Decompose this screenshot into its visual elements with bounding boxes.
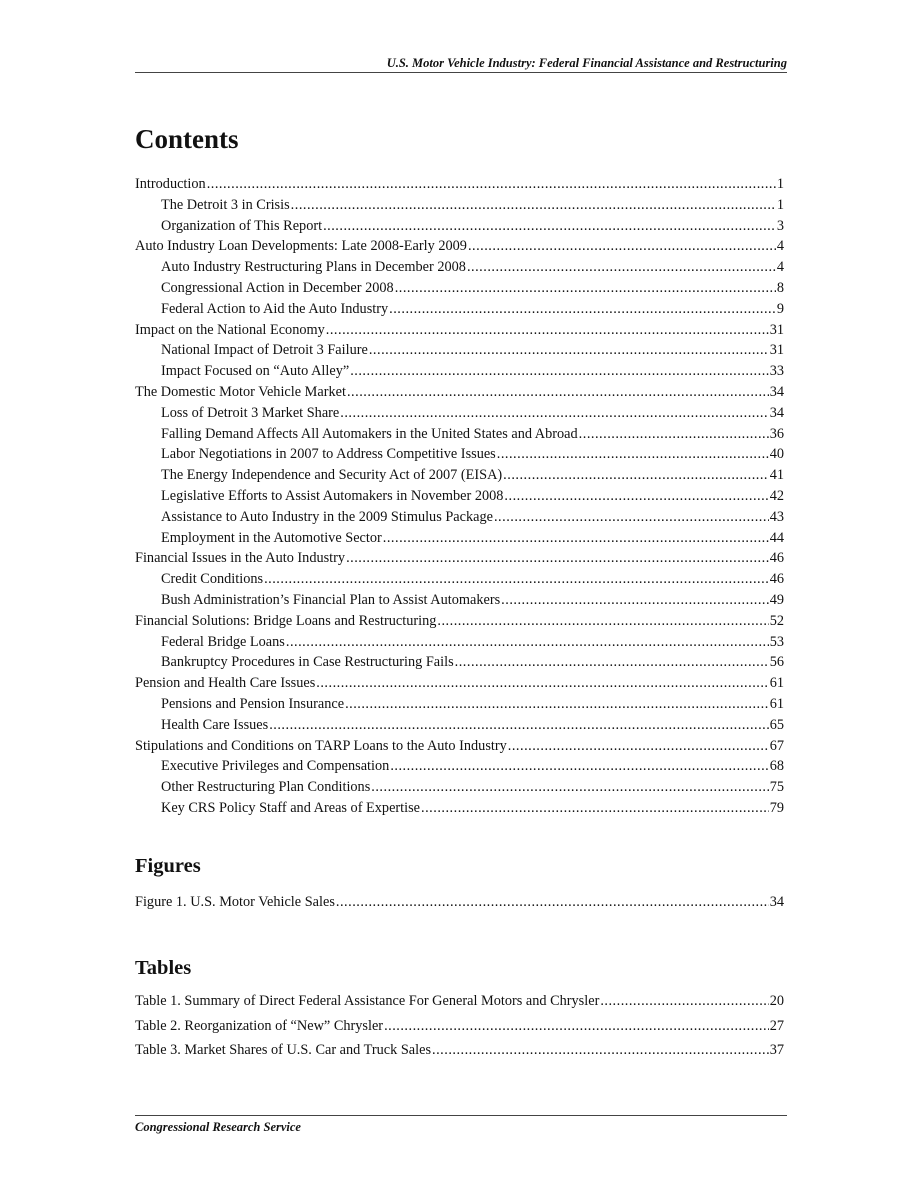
toc-entry-page-number: 31 <box>769 321 784 338</box>
toc-entry-page-number: 1 <box>776 196 784 213</box>
dot-leader <box>494 509 769 526</box>
dot-leader <box>390 758 768 775</box>
header-divider <box>135 72 787 73</box>
dot-leader <box>384 1018 769 1035</box>
toc-entry-title: Table 3. Market Shares of U.S. Car and Truck Sales <box>135 1042 432 1058</box>
tables-heading: Tables <box>135 957 192 979</box>
toc-entry[interactable] <box>135 259 784 280</box>
footer-divider <box>135 1115 787 1116</box>
toc-entry[interactable] <box>135 717 784 738</box>
toc-entry-title: Auto Industry Loan Developments: Late 2008-Early 2009 <box>135 238 467 255</box>
toc-entry-title: Legislative Efforts to Assist Automakers in November 2008 <box>161 487 504 504</box>
dot-leader <box>316 675 768 692</box>
dot-leader <box>264 571 769 588</box>
toc-entry[interactable] <box>135 446 784 467</box>
toc-entry[interactable] <box>135 894 784 915</box>
toc-entry-title: Assistance to Auto Industry in the 2009 Stimulus Package <box>161 508 493 525</box>
dot-leader <box>389 301 776 318</box>
toc-entry-title: Credit Conditions <box>161 571 264 588</box>
toc-entry-page-number: 56 <box>769 654 784 671</box>
dot-leader <box>501 592 769 609</box>
toc-entry[interactable] <box>135 654 784 675</box>
dot-leader <box>323 218 776 235</box>
contents-list <box>135 176 784 821</box>
figures-list <box>135 894 784 915</box>
toc-entry-title: Figure 1. U.S. Motor Vehicle Sales <box>135 894 335 910</box>
toc-entry-page-number: 4 <box>776 238 784 255</box>
toc-entry-page-number: 44 <box>769 529 784 546</box>
toc-entry-page-number: 52 <box>769 612 784 629</box>
toc-entry[interactable] <box>135 1042 784 1067</box>
toc-entry-title: The Energy Independence and Security Act of 2007 (EISA) <box>161 467 503 484</box>
toc-entry-page-number: 8 <box>776 279 784 296</box>
dot-leader <box>467 259 776 276</box>
toc-entry[interactable] <box>135 176 784 197</box>
toc-entry-title: Federal Bridge Loans <box>161 633 285 650</box>
dot-leader <box>421 800 769 817</box>
dot-leader <box>291 197 776 214</box>
dot-leader <box>437 613 768 630</box>
toc-entry[interactable] <box>135 342 784 363</box>
figures-heading: Figures <box>135 855 201 877</box>
dot-leader <box>345 696 769 713</box>
toc-entry-title: Bankruptcy Procedures in Case Restructuring Fails <box>161 654 454 671</box>
toc-entry-title: Bush Administration’s Financial Plan to Assist Automakers <box>161 591 501 608</box>
dot-leader <box>455 654 769 671</box>
toc-entry[interactable] <box>135 488 784 509</box>
toc-entry[interactable] <box>135 530 784 551</box>
toc-entry-page-number: 67 <box>769 737 784 754</box>
toc-entry-title: The Detroit 3 in Crisis <box>161 196 290 213</box>
dot-leader <box>346 550 769 567</box>
toc-entry-title: Falling Demand Affects All Automakers in the United States and Abroad <box>161 425 578 442</box>
tables-list <box>135 993 784 1067</box>
toc-entry[interactable] <box>135 634 784 655</box>
toc-entry-title: Stipulations and Conditions on TARP Loans to the Auto Industry <box>135 737 507 754</box>
toc-entry-page-number: 3 <box>776 217 784 234</box>
toc-entry-title: The Domestic Motor Vehicle Market <box>135 383 346 400</box>
toc-entry-title: Key CRS Policy Staff and Areas of Expertise <box>161 799 421 816</box>
toc-entry[interactable] <box>135 322 784 343</box>
toc-entry-page-number: 79 <box>769 799 784 816</box>
toc-entry-title: Executive Privileges and Compensation <box>161 758 390 775</box>
toc-entry-page-number: 65 <box>769 716 784 733</box>
dot-leader <box>207 176 776 193</box>
contents-heading: Contents <box>135 124 239 154</box>
dot-leader <box>347 384 769 401</box>
toc-entry-page-number: 36 <box>769 425 784 442</box>
toc-entry-title: Congressional Action in December 2008 <box>161 279 394 296</box>
toc-entry-page-number: 31 <box>769 342 784 359</box>
dot-leader <box>371 779 768 796</box>
dot-leader <box>326 322 769 339</box>
toc-entry[interactable] <box>135 779 784 800</box>
toc-entry[interactable] <box>135 800 784 821</box>
toc-entry-page-number: 9 <box>776 300 784 317</box>
toc-entry-title: National Impact of Detroit 3 Failure <box>161 342 368 359</box>
toc-entry-title: Impact Focused on “Auto Alley” <box>161 363 350 380</box>
toc-entry[interactable] <box>135 993 784 1018</box>
toc-entry[interactable] <box>135 1018 784 1043</box>
toc-entry-page-number: 46 <box>769 550 784 567</box>
toc-entry[interactable] <box>135 197 784 218</box>
dot-leader <box>579 426 769 443</box>
toc-entry-title: Introduction <box>135 176 206 192</box>
toc-entry-title: Impact on the National Economy <box>135 321 325 338</box>
toc-entry-title: Organization of This Report <box>161 217 323 234</box>
toc-entry-title: Table 2. Reorganization of “New” Chrysler <box>135 1017 384 1034</box>
toc-entry[interactable] <box>135 550 784 571</box>
toc-entry-page-number: 37 <box>769 1042 784 1058</box>
dot-leader <box>504 488 768 505</box>
toc-entry-title: Federal Action to Aid the Auto Industry <box>161 300 389 317</box>
toc-entry-page-number: 46 <box>769 571 784 588</box>
dot-leader <box>468 238 776 255</box>
toc-entry[interactable] <box>135 384 784 405</box>
dot-leader <box>269 717 769 734</box>
dot-leader <box>286 634 769 651</box>
toc-entry-page-number: 4 <box>776 259 784 276</box>
dot-leader <box>508 738 769 755</box>
toc-entry-title: Labor Negotiations in 2007 to Address Competitive Issues <box>161 446 496 463</box>
dot-leader <box>503 467 769 484</box>
toc-entry-title: Employment in the Automotive Sector <box>161 529 382 546</box>
toc-entry-title: Health Care Issues <box>161 716 269 733</box>
toc-entry-page-number: 1 <box>776 176 784 192</box>
dot-leader <box>383 530 769 547</box>
toc-entry-title: Pensions and Pension Insurance <box>161 695 345 712</box>
toc-entry[interactable] <box>135 238 784 259</box>
toc-entry-page-number: 33 <box>769 363 784 380</box>
toc-entry-page-number: 42 <box>769 487 784 504</box>
toc-entry[interactable] <box>135 613 784 634</box>
dot-leader <box>432 1042 769 1059</box>
toc-entry[interactable] <box>135 675 784 696</box>
toc-entry-page-number: 75 <box>769 779 784 796</box>
toc-entry-page-number: 61 <box>769 695 784 712</box>
dot-leader <box>350 363 769 380</box>
toc-entry[interactable] <box>135 218 784 239</box>
toc-entry[interactable] <box>135 758 784 779</box>
toc-entry-page-number: 20 <box>769 993 784 1009</box>
dot-leader <box>369 342 769 359</box>
toc-entry[interactable] <box>135 426 784 447</box>
dot-leader <box>336 894 769 911</box>
running-header: U.S. Motor Vehicle Industry: Federal Financial Assistance and Restructuring <box>386 56 787 70</box>
toc-entry[interactable] <box>135 509 784 530</box>
toc-entry[interactable] <box>135 405 784 426</box>
toc-entry[interactable] <box>135 696 784 717</box>
toc-entry-page-number: 41 <box>769 467 784 484</box>
toc-entry-page-number: 43 <box>769 508 784 525</box>
toc-entry[interactable] <box>135 301 784 322</box>
toc-entry-title: Financial Issues in the Auto Industry <box>135 550 346 567</box>
toc-entry[interactable] <box>135 571 784 592</box>
toc-entry[interactable] <box>135 738 784 759</box>
toc-entry[interactable] <box>135 280 784 301</box>
dot-leader <box>395 280 776 297</box>
toc-entry-title: Loss of Detroit 3 Market Share <box>161 404 340 421</box>
toc-entry-page-number: 53 <box>769 633 784 650</box>
dot-leader <box>340 405 768 422</box>
toc-entry-title: Pension and Health Care Issues <box>135 675 316 692</box>
dot-leader <box>497 446 769 463</box>
toc-entry-title: Other Restructuring Plan Conditions <box>161 779 371 796</box>
toc-entry[interactable] <box>135 592 784 613</box>
dot-leader <box>600 993 768 1010</box>
toc-entry-page-number: 61 <box>769 675 784 692</box>
toc-entry-title: Financial Solutions: Bridge Loans and Restructuring <box>135 612 437 629</box>
toc-entry-title: Auto Industry Restructuring Plans in December 2008 <box>161 259 466 276</box>
toc-entry-page-number: 27 <box>769 1017 784 1034</box>
toc-entry-page-number: 49 <box>769 591 784 608</box>
toc-entry-title: Table 1. Summary of Direct Federal Assistance For General Motors and Chrysler <box>135 993 600 1009</box>
toc-entry[interactable] <box>135 363 784 384</box>
running-footer: Congressional Research Service <box>135 1120 301 1134</box>
toc-entry-page-number: 34 <box>769 894 784 910</box>
toc-entry[interactable] <box>135 467 784 488</box>
toc-entry-page-number: 34 <box>769 404 784 421</box>
toc-entry-page-number: 68 <box>769 758 784 775</box>
toc-entry-page-number: 34 <box>769 383 784 400</box>
toc-entry-page-number: 40 <box>769 446 784 463</box>
